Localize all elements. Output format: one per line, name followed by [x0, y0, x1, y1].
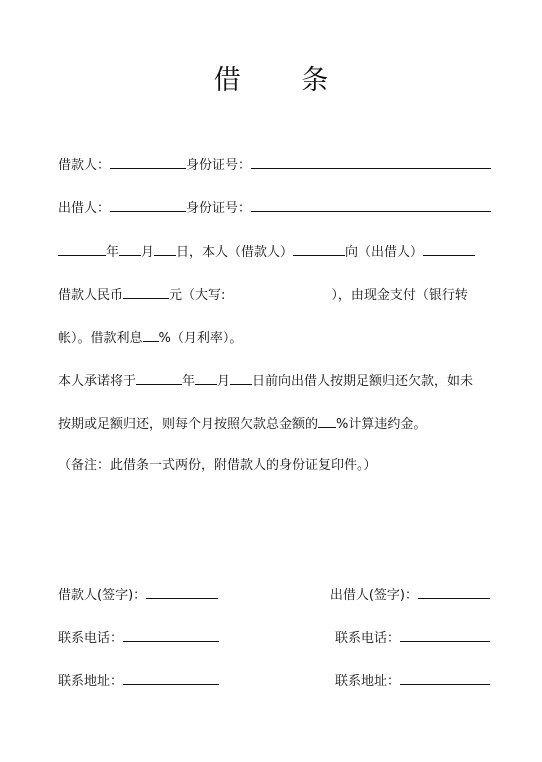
day-text: 日，本人（借款人）	[176, 245, 294, 260]
signature-row	[58, 585, 490, 605]
lender-sign-field	[330, 585, 490, 605]
borrower-id-blank[interactable]	[251, 155, 491, 169]
promise-text-b: 日前向出借人按期足额归还欠款，如未	[252, 374, 474, 389]
document-title: 借 条	[213, 65, 355, 96]
interest-text-a: 帐）。借款利息	[58, 331, 143, 346]
lender-label: 出借人：	[58, 201, 111, 216]
interest-line	[58, 328, 490, 348]
lender-phone-field	[335, 628, 490, 648]
phone-row	[58, 628, 490, 648]
borrower-phone-blank[interactable]	[123, 628, 219, 642]
to-lender-text: 向（出借人）	[345, 245, 424, 260]
note-line: （备注：此借条一式两份，附借款人的身份证复印件。）	[58, 458, 377, 473]
borrower-sign-label: 借款人(签字)：	[58, 588, 147, 603]
promise-year-blank[interactable]	[136, 371, 182, 385]
amount-blank[interactable]	[123, 285, 169, 299]
address-row	[58, 671, 490, 691]
borrower-label: 借款人：	[58, 158, 111, 173]
lender-blank-2[interactable]	[423, 242, 475, 256]
borrower-address-field	[58, 671, 219, 691]
lender-address-blank[interactable]	[400, 671, 490, 685]
borrower-sign-blank[interactable]	[146, 585, 218, 599]
month-blank[interactable]	[119, 242, 141, 256]
lender-id-blank[interactable]	[251, 198, 491, 212]
lender-address-field	[335, 671, 490, 691]
lender-address-label: 联系地址：	[334, 674, 400, 689]
borrower-name-blank[interactable]	[110, 155, 186, 169]
borrower-line	[58, 155, 490, 175]
promise-year-label: 年	[182, 374, 196, 389]
penalty-text-a: 按期或足额归还，则每个月按照欠款总金额的	[58, 417, 319, 432]
promise-line	[58, 371, 490, 391]
promise-text-a: 本人承诺将于	[58, 374, 137, 389]
borrower-sign-field	[58, 585, 218, 605]
borrower-phone-label: 联系电话：	[58, 631, 124, 646]
year-blank[interactable]	[58, 242, 106, 256]
penalty-rate-blank[interactable]	[318, 414, 336, 428]
amount-text-b: 元（大写:	[169, 288, 226, 303]
penalty-text-b: %计算违约金。	[336, 417, 427, 432]
lender-id-label: 身份证号：	[186, 201, 252, 216]
promise-month-label: 月	[217, 374, 231, 389]
amount-text-a: 借款人民币	[58, 288, 124, 303]
lender-line	[58, 198, 490, 218]
borrower-id-label: 身份证号：	[186, 158, 252, 173]
amount-text-c: ），由现金支付（银行转	[331, 288, 468, 303]
lender-sign-blank[interactable]	[418, 585, 490, 599]
borrower-address-blank[interactable]	[123, 671, 219, 685]
promise-day-blank[interactable]	[230, 371, 252, 385]
amount-line	[58, 285, 490, 305]
borrower-phone-field	[58, 628, 219, 648]
day-blank[interactable]	[154, 242, 176, 256]
lender-sign-label: 出借人(签字)：	[329, 588, 418, 603]
promise-month-blank[interactable]	[195, 371, 217, 385]
month-label: 月	[141, 245, 155, 260]
interest-text-b: %（月利率）。	[158, 331, 243, 346]
penalty-line	[58, 414, 490, 434]
lender-phone-label: 联系电话：	[334, 631, 400, 646]
borrower-address-label: 联系地址：	[58, 674, 124, 689]
borrower-blank-2[interactable]	[293, 242, 345, 256]
year-label: 年	[106, 245, 120, 260]
lender-name-blank[interactable]	[110, 198, 186, 212]
interest-blank[interactable]	[143, 328, 159, 342]
lender-phone-blank[interactable]	[400, 628, 490, 642]
date-line	[58, 242, 490, 262]
